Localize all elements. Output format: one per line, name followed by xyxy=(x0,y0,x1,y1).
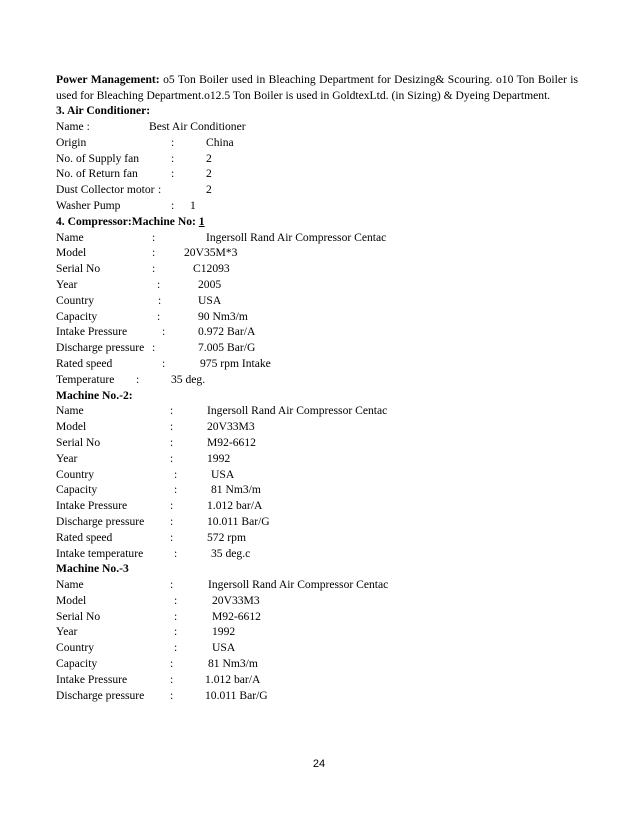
spec-value: Best Air Conditioner xyxy=(149,119,246,133)
spec-separator: : xyxy=(162,356,166,370)
spec-row xyxy=(56,261,578,277)
spec-separator: : xyxy=(152,246,156,260)
spec-row xyxy=(56,577,578,593)
spec-row xyxy=(56,482,578,498)
spec-label: Year xyxy=(56,625,78,639)
power-management-label: Power Management: xyxy=(56,73,160,86)
spec-value: C12093 xyxy=(193,262,230,276)
spec-separator: : xyxy=(170,435,174,449)
spec-label: Country xyxy=(56,293,95,307)
spec-separator: : xyxy=(152,341,156,355)
spec-label: Intake Pressure xyxy=(56,325,128,339)
spec-row xyxy=(56,135,578,151)
spec-value: 1992 xyxy=(207,451,231,465)
spec-row xyxy=(56,356,578,372)
spec-value: M92-6612 xyxy=(212,609,261,623)
spec-label: Rated speed xyxy=(56,356,113,370)
spec-separator: : xyxy=(174,593,178,607)
spec-label: Intake Pressure xyxy=(56,672,128,686)
spec-row xyxy=(56,498,578,514)
spec-row xyxy=(56,656,578,672)
spec-row xyxy=(56,546,578,562)
spec-separator: : xyxy=(170,578,174,592)
spec-value: 35 deg.c xyxy=(211,546,251,560)
machine-1-specs xyxy=(56,230,578,388)
spec-row xyxy=(56,119,578,135)
spec-value: 1 xyxy=(190,198,196,212)
spec-row xyxy=(56,624,578,640)
spec-row xyxy=(56,688,578,704)
spec-row xyxy=(56,245,578,261)
spec-separator: : xyxy=(157,277,161,291)
spec-label: Temperature xyxy=(56,372,115,386)
spec-separator: : xyxy=(170,657,174,671)
spec-value: 10.011 Bar/G xyxy=(205,688,268,702)
spec-label: Name : xyxy=(56,119,90,133)
spec-label: Model xyxy=(56,420,87,434)
spec-row xyxy=(56,451,578,467)
spec-label: Origin xyxy=(56,135,87,149)
spec-row xyxy=(56,372,578,388)
spec-value: 2 xyxy=(206,167,212,181)
spec-separator: : xyxy=(170,514,174,528)
spec-row xyxy=(56,309,578,325)
spec-label: Country xyxy=(56,641,95,655)
spec-value: USA xyxy=(212,641,236,655)
spec-label: Capacity xyxy=(56,483,98,497)
spec-label: Rated speed xyxy=(56,530,113,544)
spec-separator: : xyxy=(152,230,156,244)
spec-value: China xyxy=(206,135,234,149)
spec-row xyxy=(56,151,578,167)
spec-value: 2 xyxy=(206,151,212,165)
spec-row xyxy=(56,403,578,419)
spec-value: 35 deg. xyxy=(171,372,206,386)
spec-separator: : xyxy=(170,420,174,434)
spec-row xyxy=(56,198,578,214)
machine-number: 1 xyxy=(198,214,205,228)
spec-label: Intake temperature xyxy=(56,546,144,560)
spec-separator: : xyxy=(170,672,174,686)
power-management-paragraph xyxy=(56,72,578,103)
spec-value: 2005 xyxy=(198,277,222,291)
spec-row xyxy=(56,419,578,435)
spec-row xyxy=(56,640,578,656)
spec-separator: : xyxy=(171,198,175,212)
spec-label: Discharge pressure xyxy=(56,514,145,528)
spec-value: 7.005 Bar/G xyxy=(198,341,256,355)
spec-value: 572 rpm xyxy=(207,530,246,544)
spec-separator: : xyxy=(174,483,178,497)
spec-row xyxy=(56,530,578,546)
spec-label: Serial No xyxy=(56,435,101,449)
spec-label: No. of Supply fan xyxy=(56,151,140,165)
machine-2-heading: Machine No.-2: xyxy=(56,388,133,402)
document-page xyxy=(56,72,578,703)
spec-label: Model xyxy=(56,246,87,260)
spec-label: Name xyxy=(56,578,84,592)
spec-label: Capacity xyxy=(56,657,98,671)
spec-label: Capacity xyxy=(56,309,98,323)
compressor-heading-text: 4. Compressor:Machine No: xyxy=(56,214,199,228)
spec-separator: : xyxy=(158,183,162,197)
spec-value: Ingersoll Rand Air Compressor Centac xyxy=(207,404,388,418)
spec-value: 0.972 Bar/A xyxy=(198,325,256,339)
spec-row xyxy=(56,182,578,198)
spec-value: 90 Nm3/m xyxy=(198,309,248,323)
spec-row xyxy=(56,609,578,625)
spec-separator: : xyxy=(157,309,161,323)
spec-separator: : xyxy=(170,499,174,513)
spec-separator: : xyxy=(162,325,166,339)
spec-separator: : xyxy=(170,451,174,465)
spec-separator: : xyxy=(170,404,174,418)
spec-label: Discharge pressure xyxy=(56,688,145,702)
spec-label: Serial No xyxy=(56,609,101,623)
spec-row xyxy=(56,340,578,356)
spec-value: 2 xyxy=(206,183,212,197)
spec-separator: : xyxy=(174,641,178,655)
spec-value: 10.011 Bar/G xyxy=(207,514,270,528)
spec-label: Year xyxy=(56,277,78,291)
spec-row xyxy=(56,514,578,530)
spec-row xyxy=(56,230,578,246)
spec-value: USA xyxy=(198,293,222,307)
air-conditioner-specs xyxy=(56,119,578,214)
machine-2-specs xyxy=(56,403,578,561)
spec-label: Model xyxy=(56,593,87,607)
spec-separator: : xyxy=(158,293,162,307)
spec-value: 1992 xyxy=(212,625,236,639)
spec-separator: : xyxy=(152,262,156,276)
spec-separator: : xyxy=(171,151,175,165)
spec-separator: : xyxy=(170,530,174,544)
spec-value: Ingersoll Rand Air Compressor Centac xyxy=(206,230,387,244)
spec-value: 81 Nm3/m xyxy=(208,657,258,671)
spec-label: Washer Pump xyxy=(56,198,121,212)
spec-value: 20V33M3 xyxy=(212,593,260,607)
spec-label: Discharge pressure xyxy=(56,341,145,355)
spec-value: 1.012 bar/A xyxy=(205,672,261,686)
spec-label: Dust Collector motor xyxy=(56,183,155,197)
spec-label: Name xyxy=(56,404,84,418)
spec-row xyxy=(56,467,578,483)
machine-3-heading: Machine No.-3 xyxy=(56,562,129,576)
machine-3-specs xyxy=(56,577,578,703)
spec-value: 20V33M3 xyxy=(207,420,255,434)
spec-label: Serial No xyxy=(56,262,101,276)
spec-row xyxy=(56,166,578,182)
spec-label: Country xyxy=(56,467,95,481)
spec-row xyxy=(56,435,578,451)
spec-value: 975 rpm Intake xyxy=(200,356,271,370)
power-management-text: o5 Ton Boiler used in Bleaching Department for Desizing& Scouring. o10 Ton Boiler is used for Bleaching Department.o12.5 Ton Boiler is used in GoldtexLtd. (in Sizing) & Dyeing Department. xyxy=(56,73,578,102)
spec-separator: : xyxy=(171,135,175,149)
spec-separator: : xyxy=(170,688,174,702)
spec-row xyxy=(56,672,578,688)
spec-label: Name xyxy=(56,230,84,244)
spec-value: M92-6612 xyxy=(207,435,256,449)
spec-separator: : xyxy=(136,372,140,386)
spec-label: Intake Pressure xyxy=(56,499,128,513)
spec-row xyxy=(56,324,578,340)
spec-separator: : xyxy=(174,625,178,639)
spec-value: 1.012 bar/A xyxy=(207,499,263,513)
spec-value: 20V35M*3 xyxy=(184,246,238,260)
spec-value: Ingersoll Rand Air Compressor Centac xyxy=(208,578,389,592)
spec-row xyxy=(56,593,578,609)
spec-label: No. of Return fan xyxy=(56,167,138,181)
spec-separator: : xyxy=(174,546,178,560)
spec-value: USA xyxy=(211,467,235,481)
page-number: 24 xyxy=(312,758,326,770)
spec-label: Year xyxy=(56,451,78,465)
spec-value: 81 Nm3/m xyxy=(211,483,261,497)
compressor-heading xyxy=(56,214,578,230)
spec-row xyxy=(56,293,578,309)
spec-separator: : xyxy=(174,609,178,623)
spec-separator: : xyxy=(171,167,175,181)
spec-row xyxy=(56,277,578,293)
spec-separator: : xyxy=(174,467,178,481)
air-conditioner-heading: 3. Air Conditioner: xyxy=(56,104,151,118)
